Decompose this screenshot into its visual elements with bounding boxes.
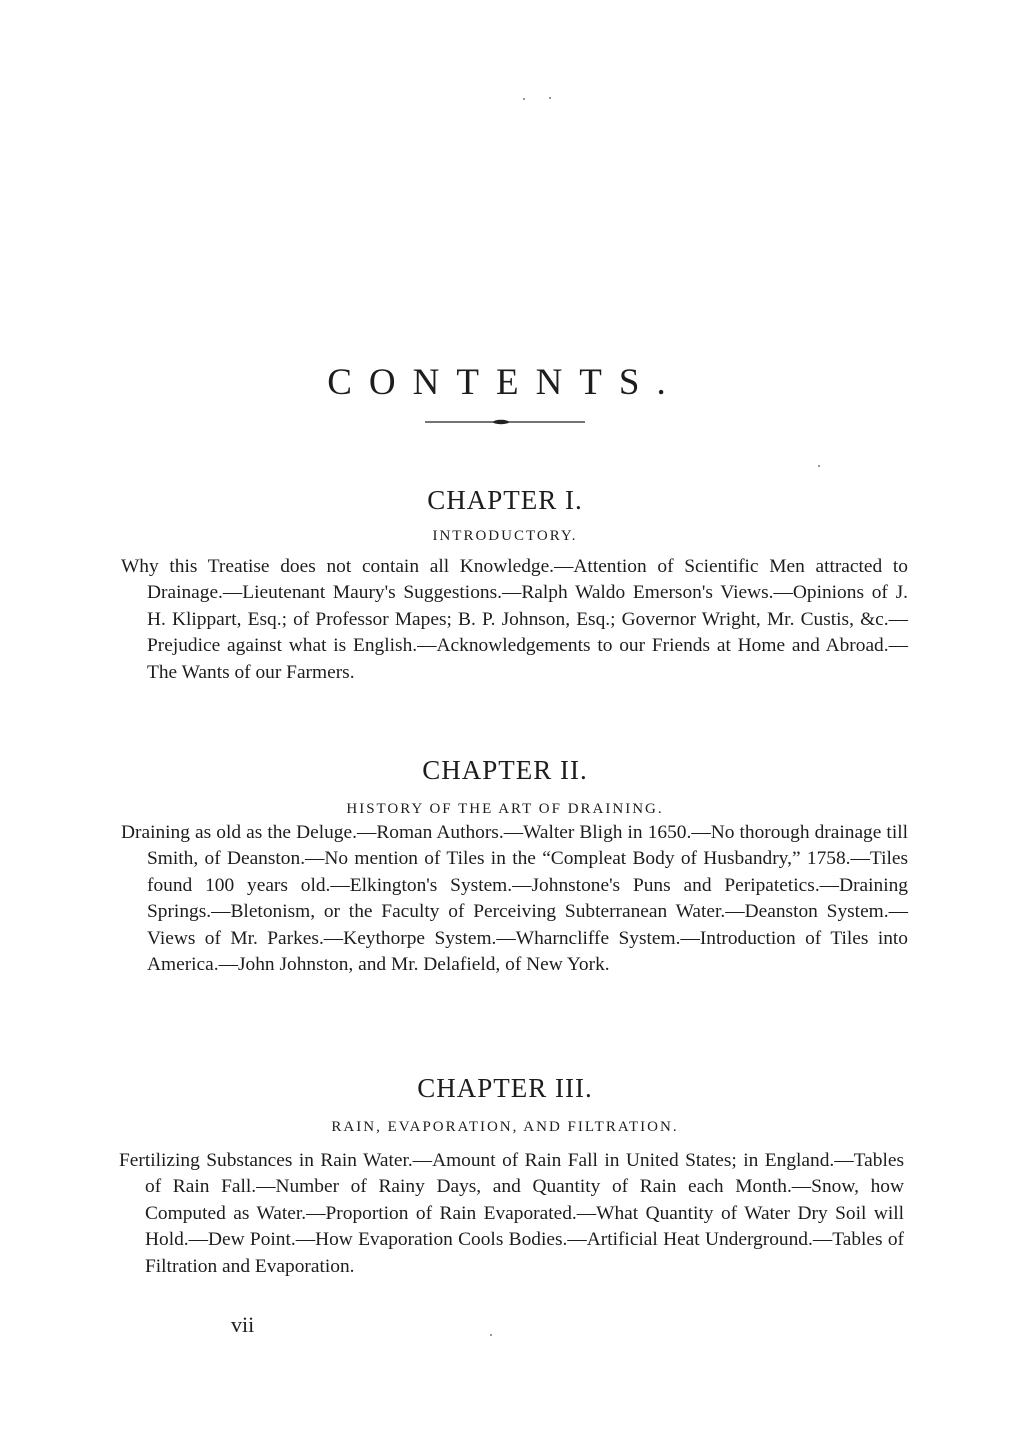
chapter-2-summary: Draining as old as the Deluge.—Roman Authors.—Walter Bligh in 1650.—No thorough drainage till Smith, of Deanston.—No mention of Tiles in the “Compleat Body of Husbandry,” 1758.—Tiles found 100 years old.—Elkington's System.—Johnstone's Puns and Peripatetics.—Draining Springs.—Bletonism, or the Faculty of Perceiving Subterranean Water.—Deanston System.—Views of Mr. Parkes.—Keythorpe System.—Wharncliffe System.—Introduction of Tiles into America.—John Johnston, and Mr. Delafield, of New York. [121, 822, 908, 976]
ink-speck [818, 465, 820, 467]
ink-speck [490, 1334, 492, 1336]
chapter-2-subtitle: HISTORY OF THE ART OF DRAINING. [346, 801, 664, 817]
ink-speck [549, 97, 551, 99]
page-number: vii [231, 1312, 255, 1337]
chapter-3-summary: Fertilizing Substances in Rain Water.—Amount of Rain Fall in United States; in England.—Tables of Rain Fall.—Number of Rainy Days, and Quantity of Rain each Month.—Snow, how Computed as Water.—Proportion of Rain Evaporated.—What Quantity of Water Dry Soil will Hold.—Dew Point.—How Evaporation Cools Bodies.—Artificial Heat Underground.—Tables of Filtration and Evaporation. [119, 1150, 904, 1277]
chapter-3-subtitle: RAIN, EVAPORATION, AND FILTRATION. [331, 1119, 679, 1135]
chapter-1-summary: Why this Treatise does not contain all Knowledge.—Attention of Scientific Men attracted to Drainage.—Lieutenant Maury's Suggestions.—Ralph Waldo Emerson's Views.—Opinions of J. H. Klippart, Esq.; of Professor Mapes; B. P. Johnson, Esq.; Governor Wright, Mr. Custis, &c.—Prejudice against what is English.—Acknowledgements to our Friends at Home and Abroad.—The Wants of our Farmers. [121, 556, 908, 683]
contents-title: CONTENTS. [327, 361, 683, 403]
chapter-1-heading: CHAPTER I. [427, 485, 583, 516]
ink-speck [523, 98, 525, 100]
chapter-1-subtitle: INTRODUCTORY. [432, 528, 578, 544]
chapter-2-heading: CHAPTER II. [422, 755, 588, 786]
title-rule-ornament [425, 418, 585, 426]
chapter-3-heading: CHAPTER III. [417, 1073, 593, 1104]
